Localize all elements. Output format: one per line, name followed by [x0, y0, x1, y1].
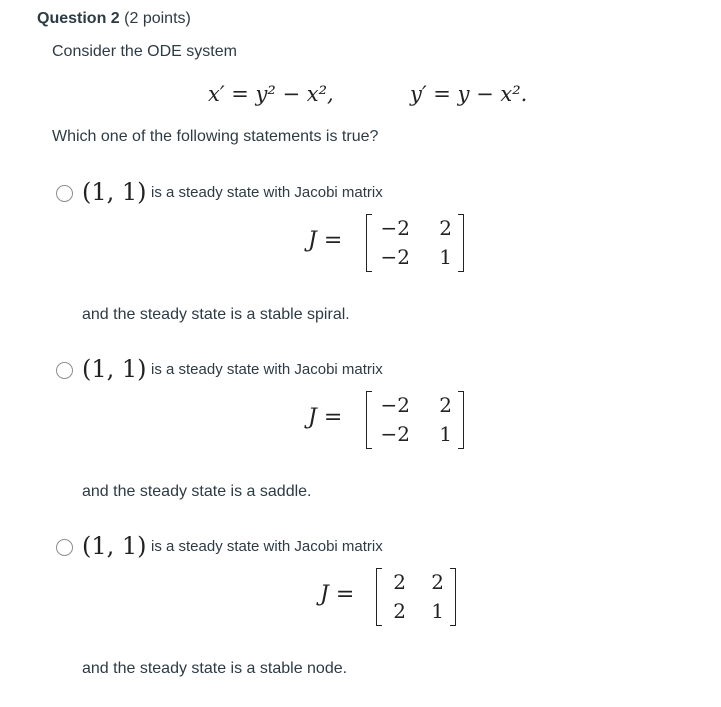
question-prompt: Which one of the following statements is true?	[52, 128, 379, 145]
matrix-left-bracket	[366, 391, 372, 449]
matrix-right-bracket	[450, 568, 456, 626]
option-2-point: (1, 1)	[82, 355, 147, 383]
matrix-cell-c: −2	[380, 422, 410, 446]
answer-option-2	[0, 355, 721, 530]
question-number: Question 2	[37, 10, 120, 27]
matrix-cell-b: 2	[431, 570, 444, 594]
matrix-cell-a: −2	[380, 393, 410, 417]
option-3-statement	[82, 532, 383, 560]
ode-equation-x: x′ = y² − x²,	[208, 82, 334, 106]
option-3-matrix	[376, 568, 456, 628]
option-3-point: (1, 1)	[82, 532, 147, 560]
ode-equation-y: y′ = y − x².	[410, 82, 528, 106]
radio-button-option-1[interactable]	[56, 185, 73, 202]
matrix-cell-c: 2	[393, 599, 406, 623]
matrix-cell-a: −2	[380, 216, 410, 240]
answer-option-3	[0, 532, 721, 707]
option-3-text: is a steady state with Jacobi matrix	[150, 538, 383, 555]
matrix-cell-d: 1	[431, 599, 444, 623]
matrix-left-bracket	[366, 214, 372, 272]
option-1-text: is a steady state with Jacobi matrix	[150, 184, 383, 201]
matrix-left-bracket	[376, 568, 382, 626]
option-1-matrix	[366, 214, 464, 274]
option-1-point: (1, 1)	[82, 178, 147, 206]
answer-option-1	[0, 178, 721, 353]
option-1-statement	[82, 178, 383, 206]
matrix-cell-b: 2	[439, 216, 452, 240]
matrix-cell-b: 2	[439, 393, 452, 417]
option-1-conclusion: and the steady state is a stable spiral.	[82, 306, 350, 323]
radio-button-option-3[interactable]	[56, 539, 73, 556]
option-3-conclusion: and the steady state is a stable node.	[82, 660, 348, 677]
matrix-cell-a: 2	[393, 570, 406, 594]
option-2-statement	[82, 355, 383, 383]
matrix-right-bracket	[458, 391, 464, 449]
question-intro: Consider the ODE system	[52, 43, 237, 60]
matrix-cell-d: 1	[439, 422, 452, 446]
matrix-right-bracket	[458, 214, 464, 272]
matrix-cell-d: 1	[439, 245, 452, 269]
option-2-text: is a steady state with Jacobi matrix	[150, 361, 383, 378]
question-title	[37, 10, 191, 28]
option-1-j-label: J =	[308, 228, 343, 253]
matrix-cell-c: −2	[380, 245, 410, 269]
question-points: (2 points)	[124, 10, 191, 27]
radio-button-option-2[interactable]	[56, 362, 73, 379]
option-2-j-label: J =	[308, 405, 343, 430]
option-3-j-label: J =	[320, 582, 355, 607]
option-2-matrix	[366, 391, 464, 451]
option-2-conclusion: and the steady state is a saddle.	[82, 483, 312, 500]
